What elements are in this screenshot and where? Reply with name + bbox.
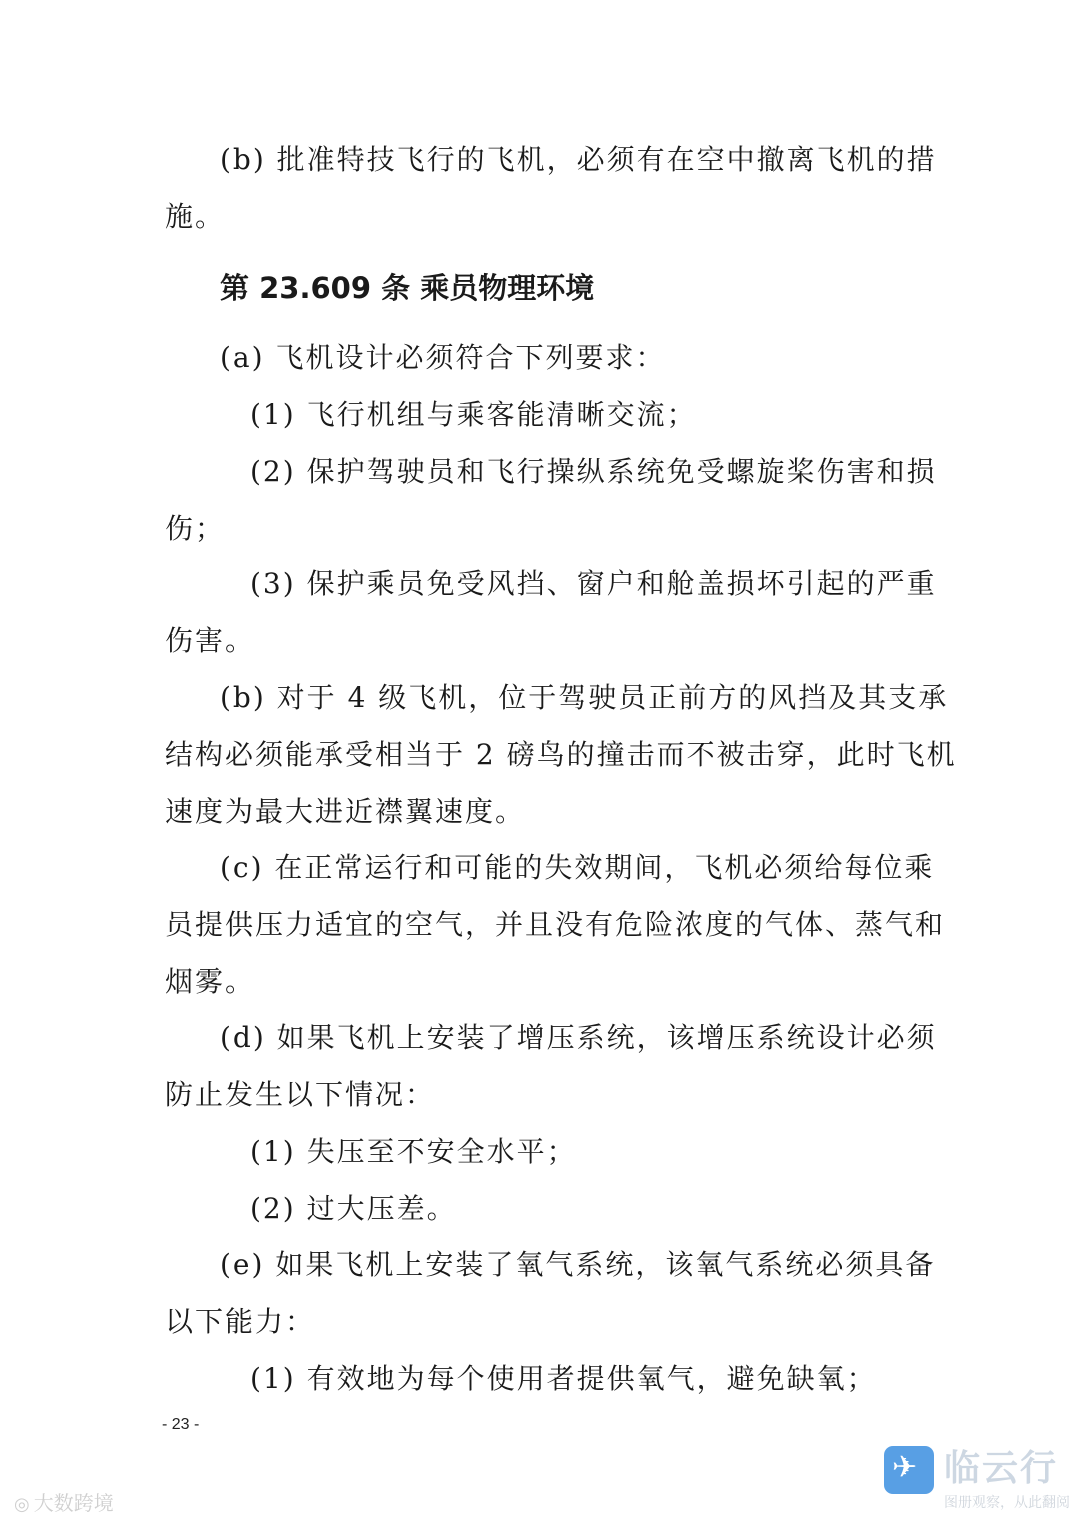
text-line: 员提供压力适宜的空气，并且没有危险浓度的气体、蒸气和 <box>165 908 946 941</box>
text-line: (a) 飞机设计必须符合下列要求： <box>220 341 666 374</box>
text-line: (3) 保护乘员免受风挡、窗户和舱盖损坏引起的严重 <box>250 567 937 600</box>
text-line: 烟雾。 <box>165 965 256 998</box>
text-line: (1) 有效地为每个使用者提供氧气，避免缺氧； <box>250 1362 877 1395</box>
watermark-logo <box>884 1440 1070 1520</box>
page-number: - 23 - <box>162 1416 200 1433</box>
text-line: (d) 如果飞机上安装了增压系统，该增压系统设计必须 <box>220 1021 937 1054</box>
text-line: (2) 过大压差。 <box>250 1192 457 1225</box>
text-line: 伤害。 <box>165 624 256 657</box>
text-line: (1) 失压至不安全水平； <box>250 1135 577 1168</box>
text-line: 伤； <box>165 512 226 545</box>
plane-icon: ✈ <box>884 1446 934 1494</box>
text-line: 速度为最大进近襟翼速度。 <box>165 795 526 828</box>
watermark-left-text: 大数跨境 <box>33 1491 114 1515</box>
text-line: (b) 批准特技飞行的飞机，必须有在空中撤离飞机的措 <box>220 143 937 176</box>
text-line: 施。 <box>165 200 226 233</box>
text-line: 结构必须能承受相当于 2 磅鸟的撞击而不被击穿，此时飞机 <box>165 738 957 771</box>
text-line: (2) 保护驾驶员和飞行操纵系统免受螺旋桨伤害和损 <box>250 455 937 488</box>
weibo-icon: ◎ <box>14 1494 30 1515</box>
text-line: 防止发生以下情况： <box>165 1078 436 1111</box>
watermark-logo-title: 临云行 <box>944 1448 1059 1489</box>
watermark-logo-subtitle: 图册观察，从此翻阅 <box>944 1495 1070 1511</box>
text-line: 以下能力： <box>165 1305 316 1338</box>
text-line: (b) 对于 4 级飞机，位于驾驶员正前方的风挡及其支承 <box>220 681 949 714</box>
section-heading: 第 23.609 条 乘员物理环境 <box>220 271 595 305</box>
watermark-left <box>14 1487 114 1516</box>
text-line: (e) 如果飞机上安装了氧气系统，该氧气系统必须具备 <box>220 1248 936 1281</box>
text-line: (c) 在正常运行和可能的失效期间，飞机必须给每位乘 <box>220 851 935 884</box>
text-line: (1) 飞行机组与乘客能清晰交流； <box>250 398 697 431</box>
